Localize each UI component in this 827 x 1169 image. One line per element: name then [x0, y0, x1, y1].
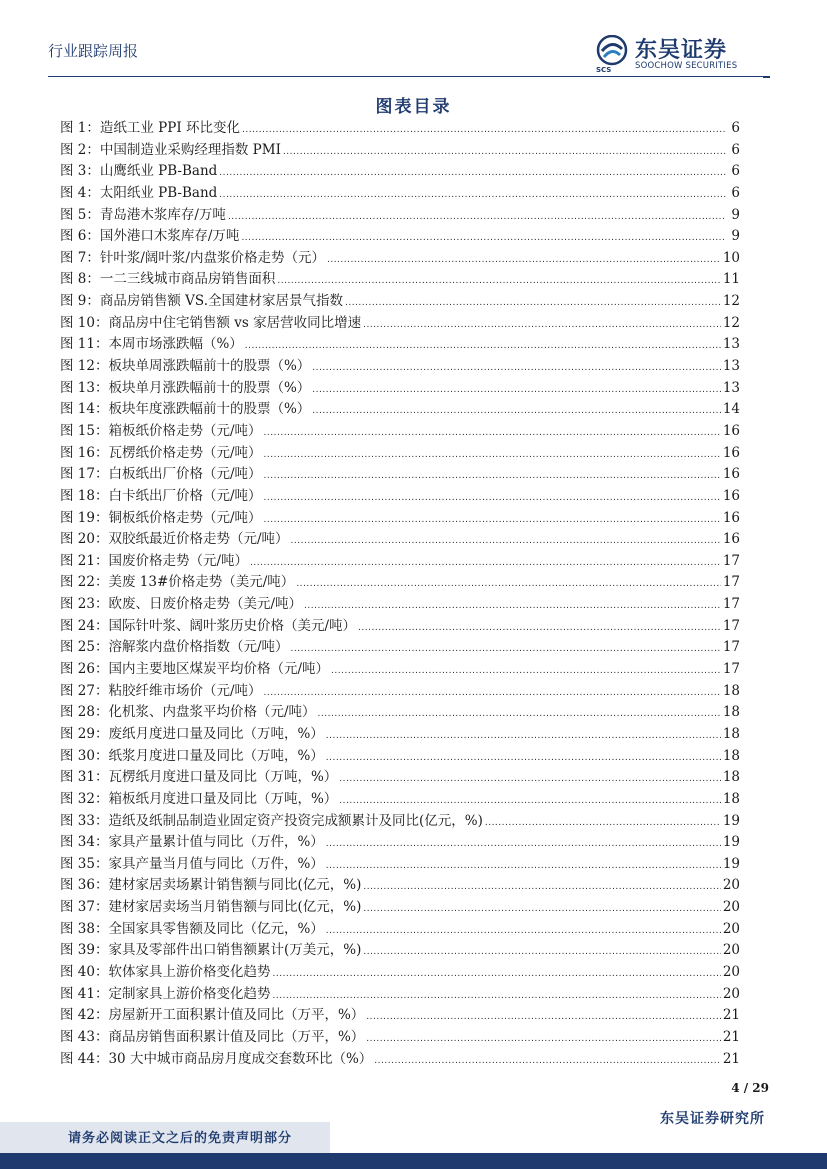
toc-entry[interactable]	[60, 464, 740, 486]
toc-entry-label: 图 38：全国家具零售额及同比（亿元，%）	[60, 920, 324, 937]
toc-leader-dots	[326, 856, 721, 876]
toc-entry[interactable]	[60, 334, 740, 356]
toc-leader-dots	[318, 704, 721, 724]
toc-entry-page: 20	[722, 920, 740, 937]
toc-entry-label: 图 23：欧废、日废价格走势（美元/吨）	[60, 596, 303, 613]
toc-entry-page: 20	[722, 877, 740, 894]
toc-entry-page: 18	[722, 769, 740, 786]
toc-leader-dots	[339, 791, 721, 811]
disclaimer-notice: 请务必阅读正文之后的免责声明部分	[68, 1131, 293, 1146]
toc-entry[interactable]	[60, 1027, 740, 1049]
toc-entry-page: 13	[722, 336, 740, 353]
toc-entry-page: 18	[722, 747, 740, 764]
toc-leader-dots	[264, 683, 721, 703]
toc-leader-dots	[358, 618, 721, 638]
toc-entry-page: 21	[722, 1007, 740, 1024]
toc-entry-label: 图 30：纸浆月度进口量及同比（万吨，%）	[60, 747, 324, 764]
toc-entry-page: 6	[731, 163, 740, 180]
toc-entry-label: 图 18：白卡纸出厂价格（元/吨）	[60, 487, 262, 504]
toc-entry-label: 图 39：家具及零部件出口销售额累计(万美元，%)	[60, 942, 362, 959]
toc-entry-label: 图 40：软体家具上游价格变化趋势	[60, 963, 271, 980]
toc-entry[interactable]	[60, 551, 740, 573]
toc-leader-dots	[374, 1051, 721, 1071]
toc-entry-page: 17	[722, 639, 740, 656]
toc-leader-dots	[485, 813, 721, 833]
toc-leader-dots	[283, 142, 726, 162]
toc-leader-dots	[291, 531, 721, 551]
toc-leader-dots	[304, 596, 721, 616]
toc-entry-label: 图 10：商品房中住宅销售额 vs 家居营收同比增速	[60, 314, 362, 331]
toc-leader-dots	[245, 336, 721, 356]
toc-entry-page: 16	[722, 466, 740, 483]
toc-entry-page: 19	[722, 834, 740, 851]
toc-entry[interactable]	[60, 594, 740, 616]
toc-entry-page: 6	[731, 184, 740, 201]
toc-entry-page: 18	[722, 790, 740, 807]
toc-entry-label: 图 17：白板纸出厂价格（元/吨）	[60, 466, 262, 483]
toc-leader-dots	[312, 358, 721, 378]
toc-entry[interactable]	[60, 789, 740, 811]
toc-leader-dots	[272, 986, 720, 1006]
toc-leader-dots	[331, 661, 721, 681]
toc-leader-dots	[312, 401, 721, 421]
toc-entry[interactable]	[60, 378, 740, 400]
toc-entry-label: 图 21：国废价格走势（元/吨）	[60, 552, 249, 569]
toc-leader-dots	[264, 445, 721, 465]
toc-leader-dots	[264, 466, 721, 486]
toc-entry[interactable]	[60, 984, 740, 1006]
toc-entry-page: 19	[722, 855, 740, 872]
logo-chinese-name: 东吴证券	[635, 38, 728, 63]
toc-entry[interactable]	[60, 248, 740, 270]
toc-entry-label: 图 29：废纸月度进口量及同比（万吨，%）	[60, 725, 324, 742]
toc-entry-page: 21	[722, 1050, 740, 1067]
toc-entry[interactable]	[60, 1005, 740, 1027]
toc-entry-label: 图 28：化机浆、内盘浆平均价格（元/吨）	[60, 704, 316, 721]
toc-leader-dots	[345, 293, 721, 313]
toc-entry-page: 17	[722, 596, 740, 613]
toc-entry-label: 图 22：美废 13#价格走势（美元/吨）	[60, 574, 295, 591]
toc-leader-dots	[264, 423, 721, 443]
toc-entry-label: 图 36：建材家居卖场累计销售额与同比(亿元，%)	[60, 877, 362, 894]
toc-entry-page: 18	[722, 725, 740, 742]
logo-english-name: SOOCHOW SECURITIES	[635, 61, 738, 71]
toc-entry[interactable]	[60, 486, 740, 508]
footer-bar	[0, 1153, 827, 1169]
toc-entry-page: 19	[722, 812, 740, 829]
toc-entry[interactable]	[60, 702, 740, 724]
page-number: 4 / 29	[731, 1081, 769, 1095]
toc-leader-dots	[219, 185, 726, 205]
toc-entry[interactable]	[60, 854, 740, 876]
toc-entry-label: 图 20：双胶纸最近价格走势（元/吨）	[60, 531, 289, 548]
toc-entry-page: 16	[722, 422, 740, 439]
toc-entry-label: 图 31：瓦楞纸月度进口量及同比（万吨，%）	[60, 769, 338, 786]
toc-entry[interactable]	[60, 897, 740, 919]
toc-entry-page: 18	[722, 682, 740, 699]
toc-entry-label: 图 11：本周市场涨跌幅（%）	[60, 336, 243, 353]
toc-entry[interactable]	[60, 291, 740, 313]
toc-leader-dots	[326, 921, 721, 941]
toc-entry-page: 6	[731, 120, 740, 136]
toc-entry[interactable]	[60, 508, 740, 530]
toc-entry-label: 图 4：太阳纸业 PB-Band	[60, 184, 218, 201]
toc-entry[interactable]	[60, 183, 740, 205]
report-type-label: 行业跟踪周报	[48, 42, 139, 60]
toc-entry-label: 图 3：山鹰纸业 PB-Band	[60, 163, 218, 180]
toc-entry-label: 图 44：30 大中城市商品房月度成交套数环比（%）	[60, 1050, 373, 1067]
toc-leader-dots	[363, 942, 720, 962]
toc-entry-page: 9	[731, 206, 740, 223]
toc-entry-page: 9	[731, 228, 740, 245]
toc-entry-page: 6	[731, 141, 740, 158]
toc-entry-label: 图 41：定制家具上游价格变化趋势	[60, 985, 271, 1002]
toc-entry[interactable]	[60, 962, 740, 984]
toc-entry-label: 图 2：中国制造业采购经理指数 PMI	[60, 141, 281, 158]
header-rule	[48, 76, 770, 77]
header-rule-tick	[763, 76, 770, 78]
toc-entry-label: 图 26：国内主要地区煤炭平均价格（元/吨）	[60, 661, 330, 678]
toc-entry[interactable]	[60, 940, 740, 962]
toc-leader-dots	[366, 1007, 721, 1027]
toc-entry-label: 图 14：板块年度涨跌幅前十的股票（%）	[60, 401, 311, 418]
toc-entry-label: 图 35：家具产量当月值与同比（万件，%）	[60, 855, 324, 872]
toc-entry-label: 图 1：造纸工业 PPI 环比变化	[60, 120, 240, 136]
toc-entry-label: 图 32：箱板纸月度进口量及同比（万吨，%）	[60, 790, 338, 807]
toc-title: 图表目录	[375, 97, 452, 117]
toc-entry-label: 图 34：家具产量累计值与同比（万件，%）	[60, 834, 324, 851]
toc-entry-page: 11	[722, 271, 740, 288]
toc-entry[interactable]	[60, 616, 740, 638]
toc-leader-dots	[228, 207, 726, 227]
toc-entry[interactable]	[60, 118, 740, 140]
toc-entry[interactable]	[60, 140, 740, 162]
toc-entry[interactable]	[60, 659, 740, 681]
toc-leader-dots	[366, 1029, 721, 1049]
toc-entry-label: 图 9：商品房销售额 VS.全国建材家居景气指数	[60, 293, 343, 310]
toc-leader-dots	[272, 964, 720, 984]
toc-entry-label: 图 27：粘胶纤维市场价（元/吨）	[60, 682, 262, 699]
footer-institute: 东吴证券研究所	[660, 1111, 765, 1127]
toc-entry-page: 17	[722, 552, 740, 569]
toc-leader-dots	[242, 120, 726, 140]
toc-entry-page: 12	[722, 314, 740, 331]
toc-entry[interactable]	[60, 399, 740, 421]
toc-entry[interactable]	[60, 681, 740, 703]
toc-entry-page: 20	[722, 985, 740, 1002]
toc-entry-label: 图 42：房屋新开工面积累计值及同比（万平，%）	[60, 1007, 365, 1024]
toc-leader-dots	[339, 769, 721, 789]
toc-entry-page: 17	[722, 574, 740, 591]
toc-leader-dots	[264, 488, 721, 508]
toc-entry-page: 14	[722, 401, 740, 418]
toc-leader-dots	[326, 726, 721, 746]
toc-entry-label: 图 25：溶解浆内盘价格指数（元/吨）	[60, 639, 289, 656]
toc-entry-page: 20	[722, 942, 740, 959]
toc-entry-label: 图 6：国外港口木浆库存/万吨	[60, 228, 240, 245]
toc-entry[interactable]	[60, 919, 740, 941]
toc-entry-label: 图 7：针叶浆/阔叶浆/内盘浆价格走势（元）	[60, 249, 325, 266]
toc-entry-page: 17	[722, 661, 740, 678]
toc-entry-label: 图 16：瓦楞纸价格走势（元/吨）	[60, 444, 262, 461]
toc-entry-page: 16	[722, 444, 740, 461]
toc-entry[interactable]	[60, 226, 740, 248]
toc-entry-label: 图 33：造纸及纸制品制造业固定资产投资完成额累计及同比(亿元，%)	[60, 812, 483, 829]
toc-entry-page: 16	[722, 509, 740, 526]
toc-leader-dots	[363, 899, 720, 919]
toc-leader-dots	[312, 380, 721, 400]
company-logo	[595, 33, 770, 77]
toc-entry[interactable]	[60, 1049, 740, 1071]
toc-entry-page: 13	[722, 358, 740, 375]
toc-entry-page: 21	[722, 1028, 740, 1045]
toc-entry-page: 10	[722, 249, 740, 266]
toc-entry[interactable]	[60, 746, 740, 768]
logo-scs-text: SCS	[596, 66, 612, 74]
toc-entry[interactable]	[60, 161, 740, 183]
toc-leader-dots	[296, 574, 721, 594]
toc-leader-dots	[363, 315, 721, 335]
toc-entry[interactable]	[60, 724, 740, 746]
toc-entry-page: 20	[722, 899, 740, 916]
toc-entry-label: 图 13：板块单月涨跌幅前十的股票（%）	[60, 379, 311, 396]
toc-entry[interactable]	[60, 205, 740, 227]
toc-entry-page: 12	[722, 293, 740, 310]
toc-entry-label: 图 5：青岛港木浆库存/万吨	[60, 206, 226, 223]
toc-entry[interactable]	[60, 443, 740, 465]
toc-entry-page: 13	[722, 379, 740, 396]
toc-leader-dots	[277, 271, 720, 291]
toc-entry-page: 20	[722, 963, 740, 980]
toc-entry-label: 图 19：铜板纸价格走势（元/吨）	[60, 509, 262, 526]
toc-leader-dots	[326, 834, 721, 854]
toc-leader-dots	[291, 639, 721, 659]
toc-leader-dots	[327, 250, 721, 270]
toc-leader-dots	[363, 877, 720, 897]
toc-leader-dots	[264, 510, 721, 530]
toc-entry[interactable]	[60, 767, 740, 789]
toc-entry[interactable]	[60, 421, 740, 443]
table-of-figures	[60, 118, 740, 1070]
toc-entry[interactable]	[60, 875, 740, 897]
toc-entry[interactable]	[60, 356, 740, 378]
toc-entry-label: 图 37：建材家居卖场当月销售额与同比(亿元，%)	[60, 899, 362, 916]
toc-leader-dots	[241, 228, 726, 248]
toc-leader-dots	[250, 553, 721, 573]
toc-entry-page: 16	[722, 531, 740, 548]
toc-leader-dots	[326, 748, 721, 768]
toc-leader-dots	[219, 163, 726, 183]
toc-entry[interactable]	[60, 313, 740, 335]
toc-entry-label: 图 24：国际针叶浆、阔叶浆历史价格（美元/吨）	[60, 617, 357, 634]
toc-entry-label: 图 12：板块单周涨跌幅前十的股票（%）	[60, 358, 311, 375]
toc-entry[interactable]	[60, 637, 740, 659]
toc-entry[interactable]	[60, 832, 740, 854]
toc-entry-label: 图 43：商品房销售面积累计值及同比（万平，%）	[60, 1028, 365, 1045]
toc-entry-label: 图 15：箱板纸价格走势（元/吨）	[60, 422, 262, 439]
toc-entry[interactable]	[60, 811, 740, 833]
toc-entry-page: 17	[722, 617, 740, 634]
toc-entry[interactable]	[60, 572, 740, 594]
toc-entry[interactable]	[60, 529, 740, 551]
toc-entry-label: 图 8：一二三线城市商品房销售面积	[60, 271, 276, 288]
toc-entry-page: 16	[722, 487, 740, 504]
toc-entry-page: 18	[722, 704, 740, 721]
toc-entry[interactable]	[60, 269, 740, 291]
